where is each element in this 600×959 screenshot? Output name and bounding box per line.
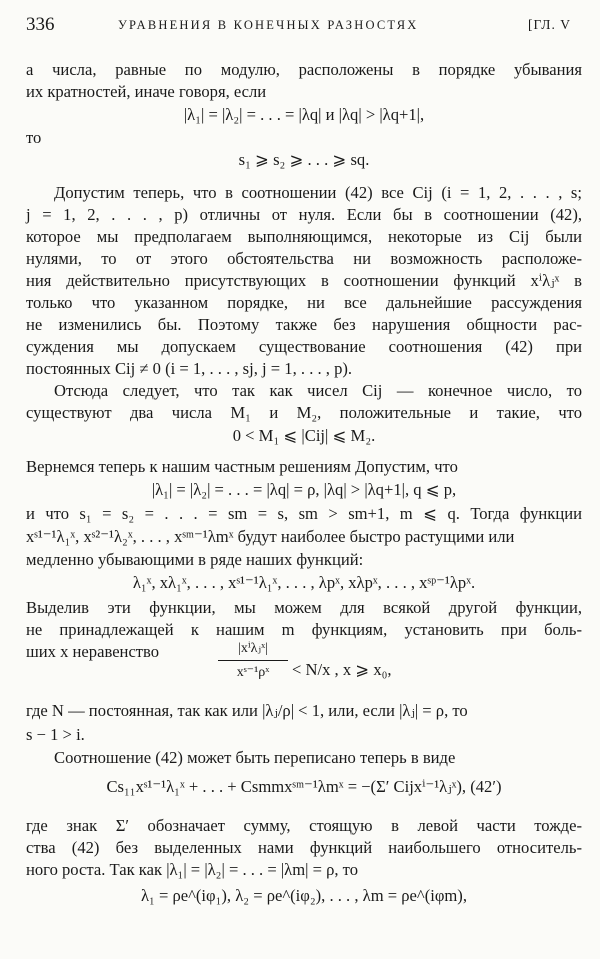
running-title: УРАВНЕНИЯ В КОНЕЧНЫХ РАЗНОСТЯХ (118, 18, 419, 32)
text-line: Отсюда следует, что так как чисел Cij — конечное число, то (54, 381, 582, 400)
text-line: не изменились бы. Поэтому также без нарушения общности рас- (26, 315, 582, 334)
text-line: то (26, 128, 42, 147)
text-line: только что указанном порядке, ни все дальнейшие рассуждения (26, 293, 582, 312)
formula-line: |λ₁| = |λ₂| = . . . = |λq| = ρ, |λq| > |λq+1|, q ⩽ p, (151, 480, 457, 499)
text-line: Вернемся теперь к нашим частным решениям Допустим, что (26, 457, 458, 476)
fraction-numerator: |xⁱλⱼˣ| (218, 642, 288, 661)
text-line: их кратностей, иначе говоря, если (26, 82, 267, 101)
formula-line: |λ₁| = |λ₂| = . . . = |λq| и |λq| > |λq+1|, (183, 105, 425, 124)
fraction-denominator: xˢ⁻¹ρˣ (236, 665, 270, 680)
text-line: Допустим теперь, что в соотношении (42) все Cij (i = 1, 2, . . . , s; (54, 183, 582, 202)
running-header (0, 0, 600, 40)
text-line: Соотношение (42) может быть переписано теперь в виде (54, 748, 456, 767)
text-line: где N — постоянная, так как или |λⱼ/ρ| < 1, или, если |λⱼ| = ρ, то (26, 701, 468, 720)
text-line: ния действительно присутствующих в соотношении функций xⁱλⱼˣ в (26, 271, 582, 290)
text-line: j = 1, 2, . . . , p) отличны от нуля. Если бы в соотношении (42), (26, 205, 582, 224)
inequality-tail: < N/x , x ⩾ x₀, (292, 660, 392, 679)
text-line: которое мы предполагаем выполняющимся, некоторые из Cij были (26, 227, 582, 246)
chapter-marker: [ГЛ. V (528, 17, 571, 32)
text-line: ших x неравенство (26, 642, 160, 661)
inequality-fraction (218, 642, 288, 680)
text-line: суждения мы допускаем существование соотношения (42) при (26, 337, 582, 356)
formula-line: λ₁ˣ, xλ₁ˣ, . . . , xˢ¹⁻¹λ₁ˣ, . . . , λpˣ, xλpˣ, . . . , xˢᵖ⁻¹λpˣ. (132, 573, 476, 592)
text-line: постоянных Cij ≠ 0 (i = 1, . . . , sj, j = 1, . . . , p). (26, 359, 353, 378)
page-number: 336 (26, 14, 55, 35)
text-line: нулями, то от этого обстоятельства ни возможность расположе- (26, 249, 582, 268)
text-line: а числа, равные по модулю, расположены в порядке убывания (26, 60, 582, 79)
text-line: существуют два числа M₁ и M₂, положительные и такие, что (26, 403, 582, 422)
text-line: и что s₁ = s₂ = . . . = sm = s, sm > sm+1, m ⩽ q. Тогда функции (26, 504, 582, 523)
text-line: xˢ¹⁻¹λ₁ˣ, xˢ²⁻¹λ₂ˣ, . . . , xˢᵐ⁻¹λmˣ будут наиболее быстро растущими или (26, 527, 515, 546)
text-line: s − 1 > i. (26, 725, 85, 744)
formula-line: Cs₁₁xˢ¹⁻¹λ₁ˣ + . . . + Csmmxˢᵐ⁻¹λmˣ = −(Σ′ Cijxⁱ⁻¹λⱼˣ), (42′) (106, 777, 502, 796)
text-line: ства (42) без выделенных нами функций наибольшего относитель- (26, 838, 582, 857)
text-line: не принадлежащей к нашим m функциям, установить при боль- (26, 620, 582, 639)
text-line: медленно убывающими в ряде наших функций: (26, 550, 364, 569)
text-line: где знак Σ′ обозначает сумму, стоящую в левой части тожде- (26, 816, 582, 835)
formula-line: s₁ ⩾ s₂ ⩾ . . . ⩾ sq. (238, 150, 370, 169)
text-line: ного роста. Так как |λ₁| = |λ₂| = . . . = |λm| = ρ, то (26, 860, 359, 879)
formula-line: 0 < M₁ ⩽ |Cij| ⩽ M₂. (232, 426, 376, 445)
text-line: Выделив эти функции, мы можем для всякой другой функции, (26, 598, 582, 617)
formula-line: λ₁ = ρe^(iφ₁), λ₂ = ρe^(iφ₂), . . . , λm = ρe^(iφm), (140, 886, 467, 905)
